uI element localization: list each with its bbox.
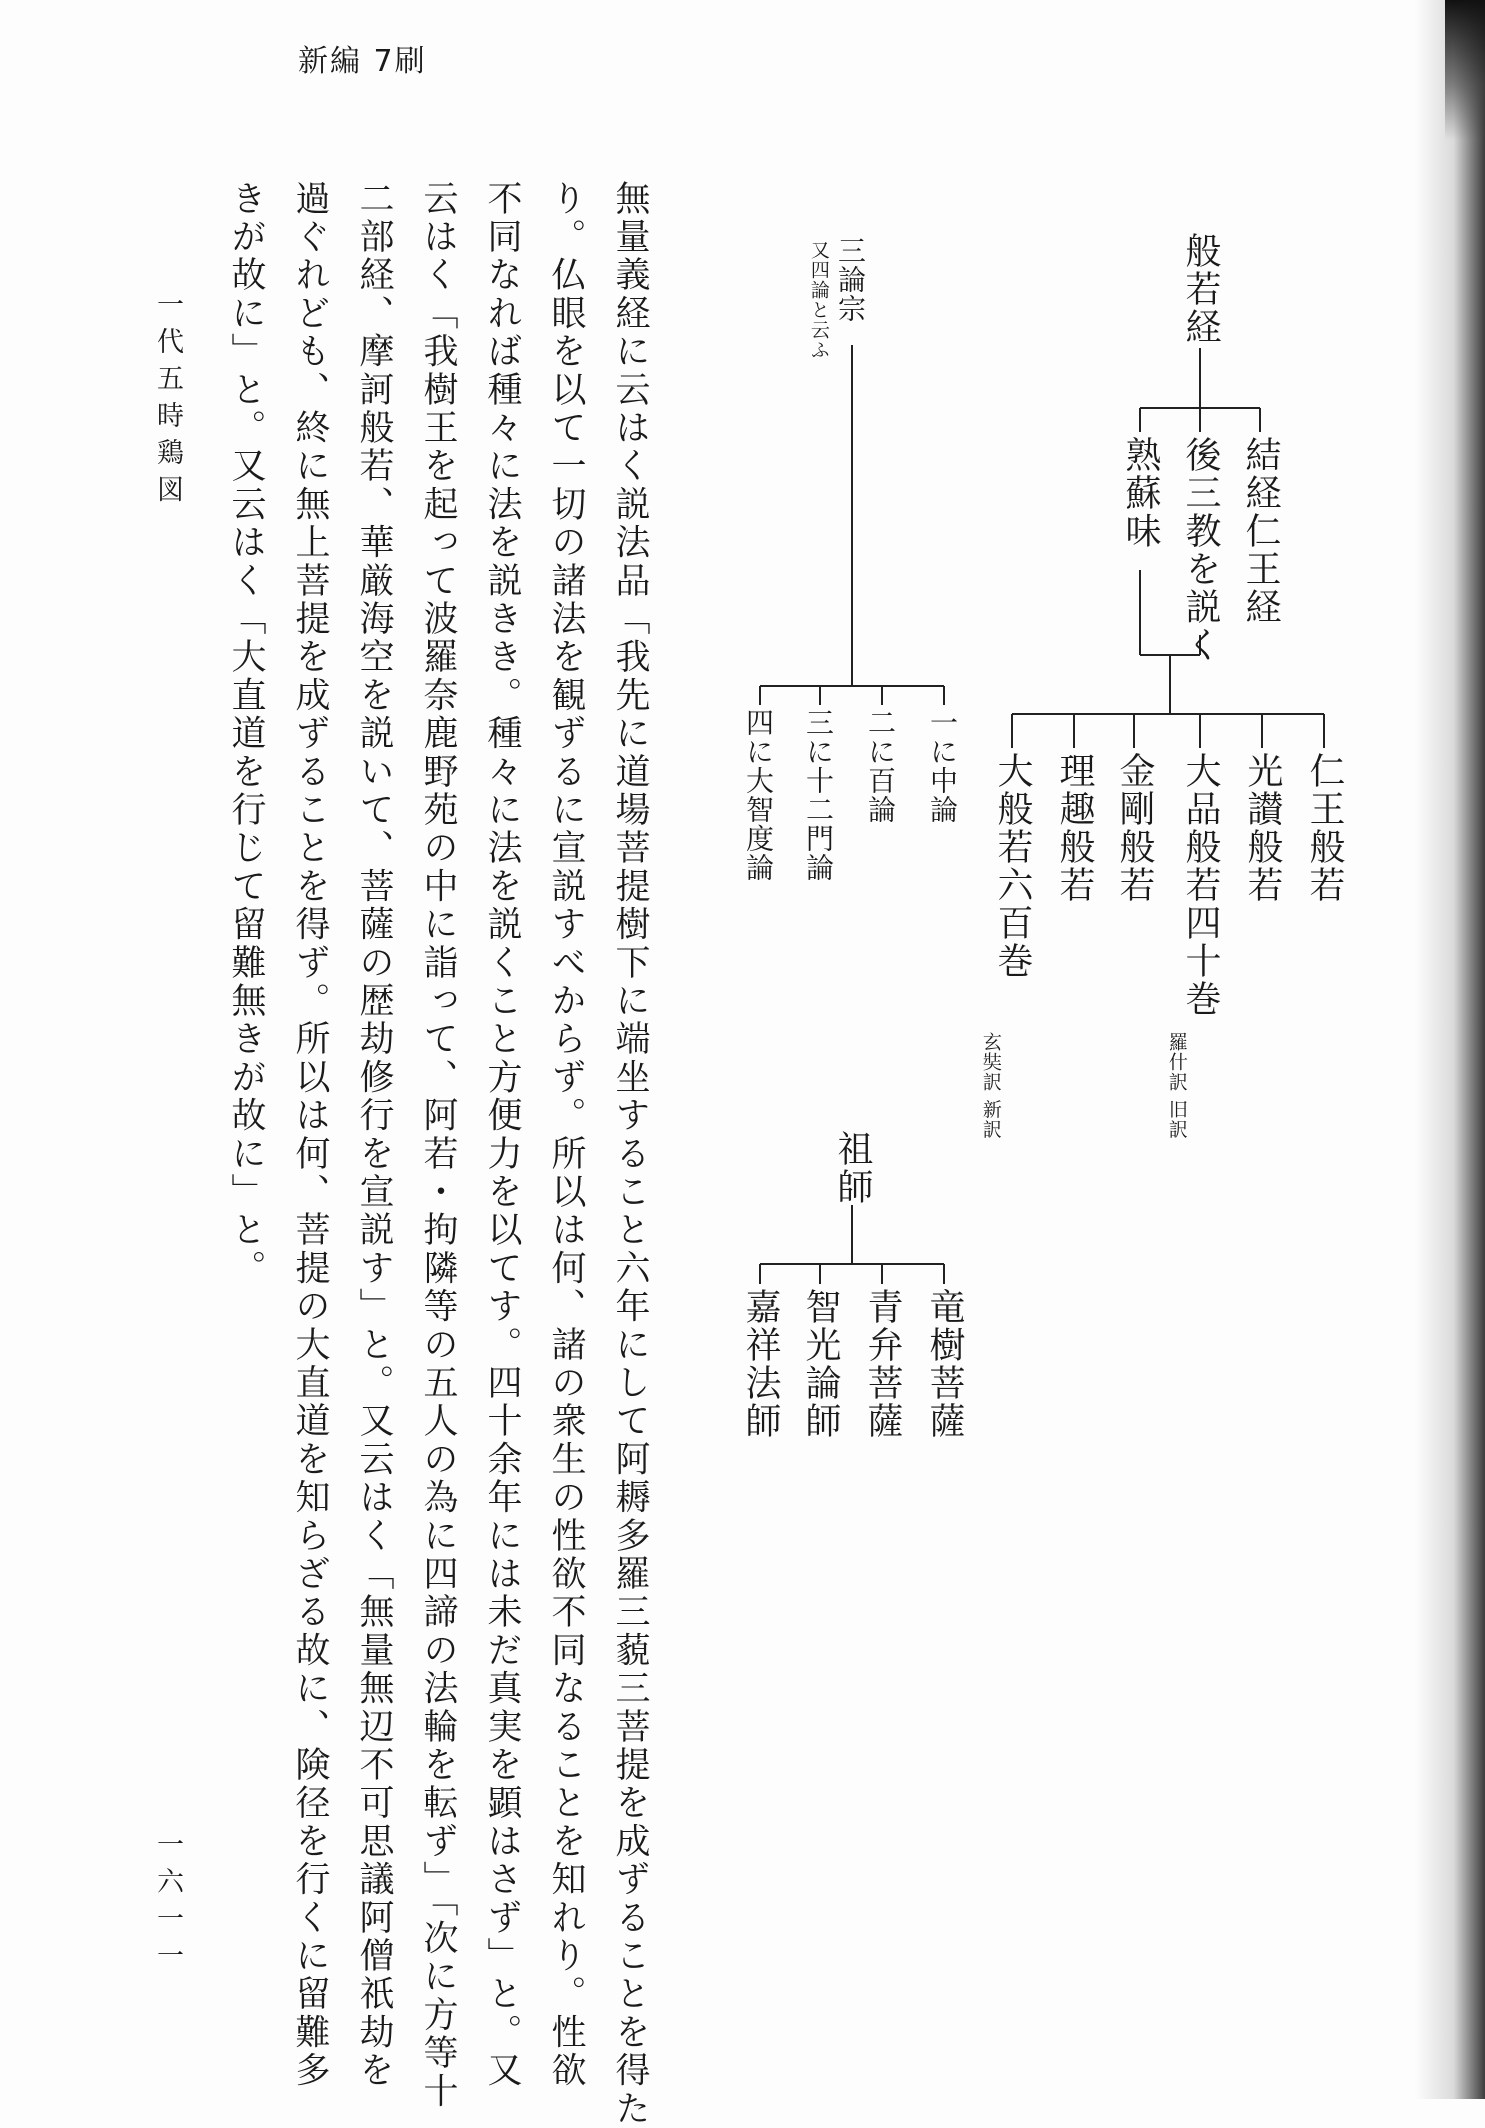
tree2-leaf-2: 二に百論 [864, 708, 897, 824]
tree2-leaf-1: 一に中論 [926, 708, 959, 824]
body-column-5: 二部経、摩訶般若、華厳海空を説いて、菩薩の歴劫修行を宣説す」と。又云はく「無量無辺不可思議阿僧祇劫を [354, 180, 394, 2090]
tree1-leaf-4: 金剛般若 [1114, 752, 1155, 904]
page-number: 一六一一 [152, 1830, 183, 1978]
tree3-root: 祖師 [832, 1130, 873, 1206]
tree2-leaf-4: 四に大智度論 [742, 708, 775, 882]
body-column-6: 過ぐれども、終に無上菩提を成ずることを得ず。所以は何、菩提の大直道を知らざる故に、険径を行くに留難多 [290, 180, 330, 2090]
tree3-leaf-4: 嘉祥法師 [740, 1288, 781, 1440]
tree1-leaf-1: 仁王般若 [1304, 752, 1345, 904]
tree1-branch-1: 結経仁王経 [1240, 436, 1281, 626]
tree1-leaf-3-note: 羅什訳 旧訳 [1165, 1032, 1188, 1140]
tree1-leaf-6-note: 玄奘訳 新訳 [979, 1032, 1002, 1140]
tree1-leaf-6: 大般若六百巻 [992, 752, 1033, 980]
tree1-leaf-3: 大品般若四十巻 [1180, 752, 1221, 1018]
tree1-branch-3: 熟蘇味 [1120, 436, 1161, 550]
body-column-4: 云はく「我樹王を起って波羅奈鹿野苑の中に詣って、阿若・拘隣等の五人の為に四諦の法輪を転ず」「次に方等十 [418, 180, 458, 2111]
body-column-2: り。仏眼を以て一切の諸法を観ずるに宣説すべからず。所以は何、諸の衆生の性欲不同なることを知れり。性欲 [546, 180, 586, 2090]
body-column-7: きが故に」と。又云はく「大直道を行じて留難無きが故に」と。 [226, 180, 266, 1288]
tree3-leaf-1: 竜樹菩薩 [924, 1288, 965, 1440]
tree1-leaf-5: 理趣般若 [1054, 752, 1095, 904]
tree3-leaf-2: 青弁菩薩 [862, 1288, 903, 1440]
footer-running-title: 一代五時鶏図 [152, 290, 183, 512]
tree2-leaf-3: 三に十二門論 [802, 708, 835, 882]
tree1-branch-2: 後三教を説く [1180, 436, 1221, 664]
page-header: 新編 7刷 [298, 44, 427, 79]
tree2-root-note: 又四論と云ふ [807, 240, 830, 360]
body-column-3: 不同なれば種々に法を説きき。種々に法を説くこと方便力を以てす。四十余年には未だ真実を顕はさず」と。又 [482, 180, 522, 2090]
tree2-root: 三論宗 [834, 236, 867, 323]
tree1-root: 般若経 [1180, 232, 1221, 346]
tree1-leaf-2: 光讃般若 [1242, 752, 1283, 904]
tree3-leaf-3: 智光論師 [800, 1288, 841, 1440]
body-column-1: 無量義経に云はく説法品「我先に道場菩提樹下に端坐すること六年にして阿耨多羅三藐三菩提を成ずることを得た [610, 180, 650, 2128]
